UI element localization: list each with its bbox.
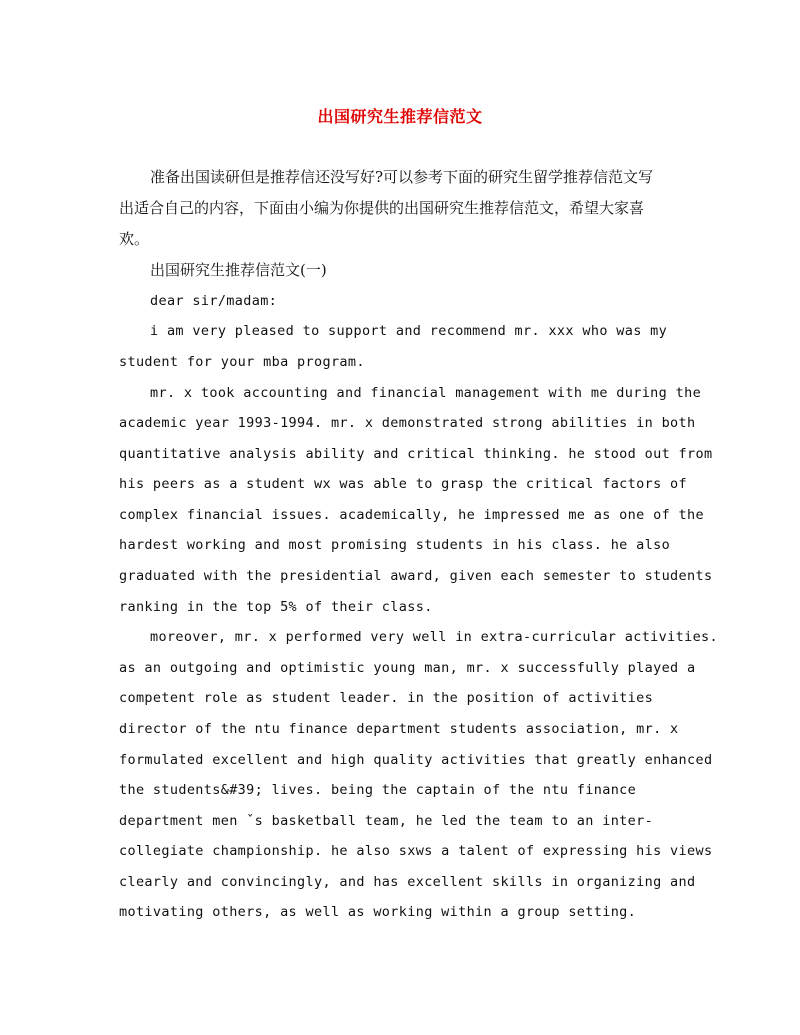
intro-line-2: 出适合自己的内容，下面由小编为你提供的出国研究生推荐信范文，希望大家喜 bbox=[119, 199, 645, 217]
paragraph-line: department men ˇs basketball team, he led the team to an inter- bbox=[119, 813, 654, 829]
paragraph-line: moreover, mr. x performed very well in extra-curricular activities. bbox=[150, 629, 719, 645]
paragraph-line: formulated excellent and high quality activities that greatly enhanced bbox=[119, 752, 713, 768]
paragraph-line: complex financial issues. academically, he impressed me as one of the bbox=[119, 507, 704, 523]
salutation: dear sir/madam: bbox=[150, 293, 278, 309]
paragraph-line: competent role as student leader. in the position of activities bbox=[119, 690, 654, 706]
paragraph-line: graduated with the presidential award, given each semester to students bbox=[119, 568, 713, 584]
paragraph-line: ranking in the top 5% of their class. bbox=[119, 599, 433, 615]
paragraph-line: collegiate championship. he also sxws a talent of expressing his views bbox=[119, 843, 713, 859]
paragraph-line: as an outgoing and optimistic young man, mr. x successfully played a bbox=[119, 660, 696, 676]
paragraph-line: motivating others, as well as working within a group setting. bbox=[119, 904, 637, 920]
paragraph-line: the students&#39; lives. being the captain of the ntu finance bbox=[119, 782, 637, 798]
document-title: 出国研究生推荐信范文 bbox=[317, 107, 483, 126]
paragraph-line: mr. x took accounting and financial management with me during the bbox=[150, 385, 702, 401]
paragraph-line: hardest working and most promising students in his class. he also bbox=[119, 537, 671, 553]
paragraph-line: student for your mba program. bbox=[119, 354, 365, 370]
paragraph-line: quantitative analysis ability and critical thinking. he stood out from bbox=[119, 446, 713, 462]
intro-line-1: 准备出国读研但是推荐信还没写好?可以参考下面的研究生留学推荐信范文写 bbox=[150, 168, 654, 186]
paragraph-line: i am very pleased to support and recommend mr. xxx who was my bbox=[150, 323, 668, 339]
paragraph-line: his peers as a student wx was able to grasp the critical factors of bbox=[119, 476, 688, 492]
paragraph-line: academic year 1993-1994. mr. x demonstrated strong abilities in both bbox=[119, 415, 696, 431]
paragraph-line: clearly and convincingly, and has excellent skills in organizing and bbox=[119, 874, 696, 890]
paragraph-line: director of the ntu finance department students association, mr. x bbox=[119, 721, 679, 737]
intro-line-3: 欢。 bbox=[119, 230, 150, 248]
section-heading: 出国研究生推荐信范文(一) bbox=[150, 261, 327, 279]
